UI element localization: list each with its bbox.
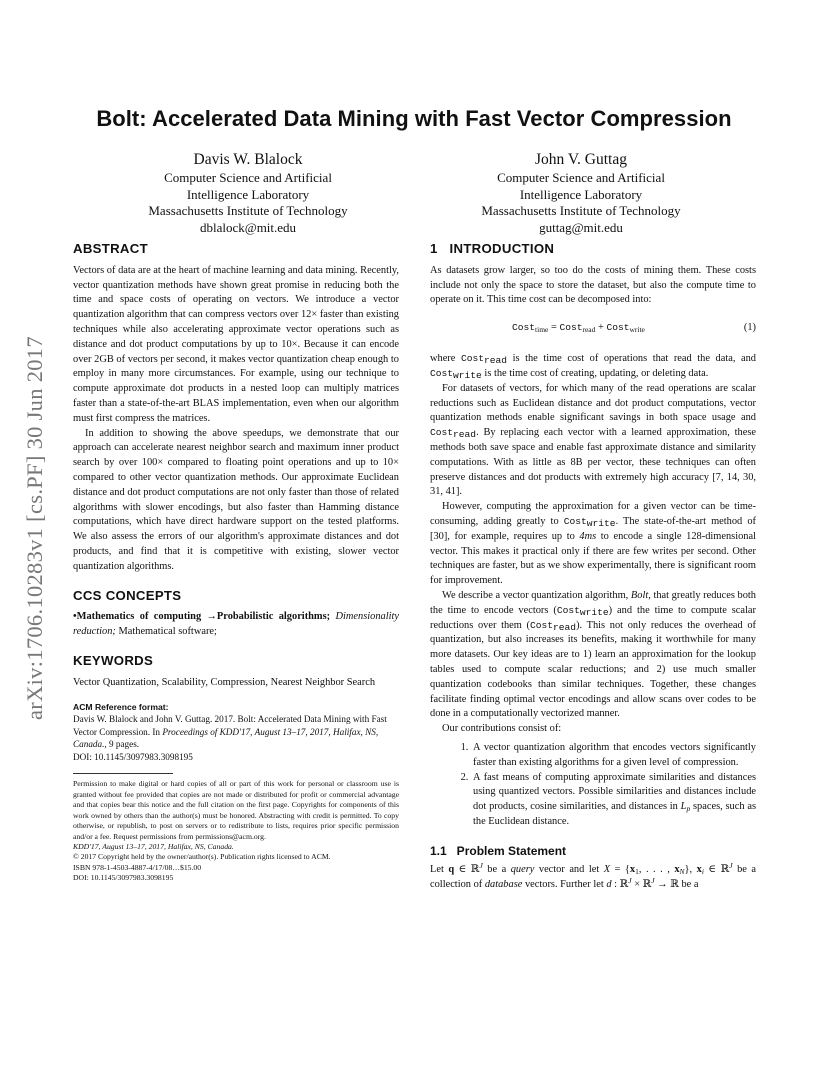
author-email: guttag@mit.edu bbox=[539, 219, 623, 235]
author-block-1 bbox=[98, 150, 398, 236]
paper-title: Bolt: Accelerated Data Mining with Fast Vector Compression bbox=[96, 106, 732, 131]
intro-paragraph: where Cost$_{read}$ is the time cost of operations that read the data, and Cost$_{write}$ is the time cost of creating, updating, or deleting data. bbox=[430, 353, 757, 381]
keywords-heading: KEYWORDS bbox=[73, 652, 154, 668]
footnote-divider bbox=[73, 773, 173, 774]
abstract-heading: ABSTRACT bbox=[73, 241, 148, 256]
reference-doi: DOI: 10.1145/3097983.3098195 bbox=[73, 751, 193, 762]
permission-block bbox=[73, 779, 399, 883]
permission-copyright: © 2017 Copyright held by the owner/author(s). Publication rights licensed to ACM. bbox=[73, 852, 331, 862]
intro-paragraph: For datasets of vectors, for which many of the read operations are scalar reductions such as Euclidean distance and dot product computations, vector quantization methods enable significant savings in both space usage and Cost$_{read}$. By replacing each vector with a learned approximation, these methods both save space and enable fast approximate distance and similarity computations. With as little as 8B per vector, these techniques can often preserve distances and dot products with extremely high accuracy [7, 14, 30, 31, 41]. bbox=[430, 382, 756, 498]
left-column bbox=[73, 242, 399, 884]
permission-isbn: ISBN 978-1-4503-4887-4/17/08…$15.00 bbox=[73, 862, 202, 872]
arxiv-stamp: arXiv:1706.10283v1 [cs.PF] 30 Jun 2017 bbox=[22, 336, 47, 720]
ccs-italic: Dimensionality reduction; bbox=[73, 611, 399, 638]
intro-heading: 1 INTRODUCTION bbox=[430, 241, 555, 256]
acm-reference-format bbox=[73, 701, 399, 764]
reference-citation: Davis W. Blalock and John V. Guttag. 2017. Bolt: Accelerated Data Mining with Fast Vector Compression. In Proceedings of KDD'17, August 13–17, 2017, Halifax, NS, Canada., 9 pages. bbox=[73, 714, 387, 750]
author-affiliation: Intelligence Laboratory bbox=[186, 186, 310, 202]
author-email: dblalock@mit.edu bbox=[199, 219, 297, 235]
intro-paragraph: However, computing the approximation for a given vector can be time-consuming, adding greatly to Cost$_{write}$. The state-of-the-art method of [30], for example, requires up to 4ms to encode a single 128-dimensional vector. This makes it practical only if there are few writes per second. Other techniques are faster, but as we show experimentally, there is significant room for improvement. bbox=[430, 501, 756, 587]
list-item: 1. A vector quantization algorithm that encodes vectors significantly faster than existing algorithms for a given level of compression. bbox=[471, 741, 756, 771]
right-column bbox=[430, 242, 756, 893]
abstract-paragraph: Vectors of data are at the heart of machine learning and data mining. Recently, vector quantization methods have shown great promise in reducing both the time and space costs of operating on vectors. We introduce a vector quantization algorithm that can compress vectors over 12× faster than existing techniques while also accelerating approximate vector operations such as distance and dot product computations by up to 10×. Because it can encode over 2GB of vectors per second, it makes vector quantization cheap enough to employ in many more circumstances. For example, using our technique to compute approximate dot products in a nested loop can multiply matrices faster than a state-of-the-art BLAS implementation, even when our algorithm must first compress the matrices. bbox=[73, 264, 399, 424]
author-name: John V. Guttag bbox=[534, 151, 627, 168]
author-name: Davis W. Blalock bbox=[193, 151, 303, 168]
ccs-bold: •Mathematics of computing →Probabilistic algorithms; bbox=[73, 611, 331, 623]
author-affiliation: Computer Science and Artificial bbox=[497, 170, 665, 185]
equation-1 bbox=[430, 316, 756, 342]
author-block-2 bbox=[431, 150, 731, 236]
author-affiliation: Massachusetts Institute of Technology bbox=[481, 203, 681, 219]
ccs-concepts bbox=[73, 610, 399, 640]
problem-statement-heading: 1.1 Problem Statement bbox=[430, 843, 567, 858]
abstract-paragraph: In addition to showing the above speedups, we demonstrate that our approach can accelerate nearest neighbor search and maximum inner product search by over 100× compared to floating point operations and up to 10× compared to other vector quantization methods. Our approximate Euclidean distance and dot product computations are not only faster than those of related algorithms with slower encodings, but also faster than Hamming distance computations, which have direct hardware support on the tested platforms. We also assess the errors of our algorithm's approximate distances and dot products, and find that it is competitive with existing, slower vector quantization algorithms. bbox=[73, 427, 399, 572]
intro-paragraph: Our contributions consist of: bbox=[442, 723, 562, 735]
permission-doi: DOI: 10.1145/3097983.3098195 bbox=[73, 873, 174, 883]
contributions-list bbox=[430, 741, 756, 830]
author-affiliation: Massachusetts Institute of Technology bbox=[148, 203, 348, 219]
equation-body: Cost$_{time}$ = Cost$_{read}$ + Cost$_{write}$ bbox=[512, 322, 645, 335]
reference-format-heading: ACM Reference format: bbox=[73, 701, 169, 712]
author-affiliation: Computer Science and Artificial bbox=[164, 170, 332, 185]
intro-paragraph: We describe a vector quantization algorithm, Bolt, that greatly reduces both the time to encode vectors (Cost$_{write}$) and the time to compute scalar reductions over them (Cost$_{read}$). This not only reduces the overhead of quantization, but also increases its benefits, making it worthwhile for many more datasets. Our key ideas are to 1) learn an approximation for the lookup tables used to compute scalar reductions; and 2) use much smaller quantization codebooks than similar techniques. Together, these changes facilitate finding optimal vector encodings and allow scans over codes to be done in a computationally vectorized manner. bbox=[430, 589, 756, 720]
list-item: 2. A fast means of computing approximate similarities and distances using quantized vectors. Possible similarities and distances include dot products, cosine similarities, and distances in $L_p$ spaces, such as the Euclidean distance. bbox=[471, 771, 756, 830]
keywords-text: Vector Quantization, Scalability, Compression, Nearest Neighbor Search bbox=[73, 676, 376, 688]
author-affiliation: Intelligence Laboratory bbox=[519, 186, 643, 202]
ccs-rest: Mathematical software; bbox=[118, 626, 217, 638]
permission-text: Permission to make digital or hard copies of all or part of this work for personal or classroom use is granted without fee provided that copies are not made or distributed for profit or commercial advantage and that copies bear this notice and the full citation on the first page. Copyrights for components of this work owned by others than the author(s) must be honored. Abstracting with credit is permitted. To copy otherwise, or republish, to post on servers or to redistribute to lists, requires prior specific permission and/or a fee. Request permissions from permissions@acm.org. bbox=[73, 779, 399, 841]
permission-conference: KDD'17, August 13–17, 2017, Halifax, NS, Canada. bbox=[73, 841, 234, 851]
equation-number: (1) bbox=[743, 322, 756, 334]
ccs-heading: CCS CONCEPTS bbox=[73, 587, 182, 603]
intro-paragraph: As datasets grow larger, so too do the costs of mining them. These costs include not only the space to store the dataset, but also the compute time to operate on it. This time cost can be decomposed into: bbox=[430, 264, 756, 306]
problem-paragraph: Let q ∈ ℝ$^J$ be a query vector and let $X = \{x_1$, . . . , $x_N$}, $x_i$ ∈ ℝ$^J$ be a collection of database vectors. Further let d : ℝ$^J$ × ℝ$^J$ → ℝ be a bbox=[430, 861, 757, 891]
